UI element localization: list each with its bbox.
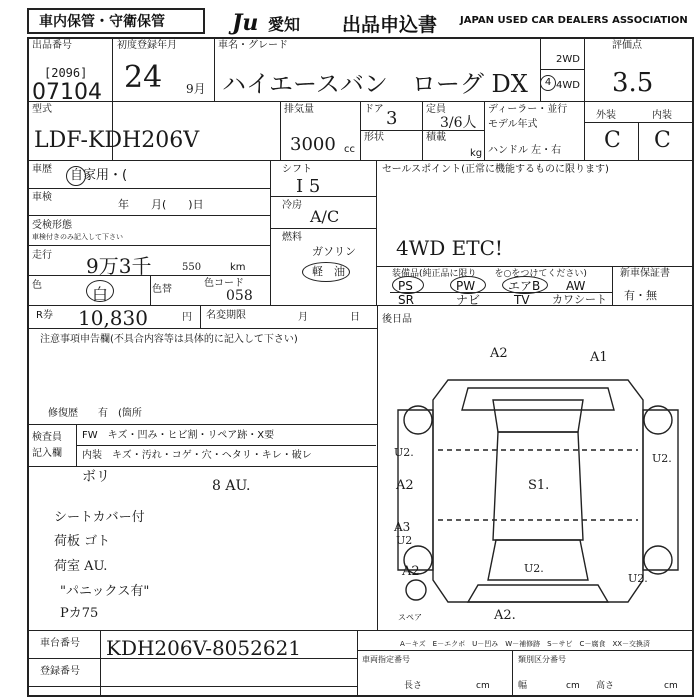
mileage-small-value: 550	[182, 262, 202, 273]
history-label: 車歴	[32, 164, 52, 175]
height-label: 高さ	[596, 681, 615, 691]
mark-a3: A3	[394, 520, 411, 534]
capacity-label: 定員	[426, 104, 446, 115]
damage-note-2: 8 AU.	[212, 478, 251, 494]
spare-label: スペア	[398, 613, 422, 622]
hand-note-5: Pカ75	[60, 606, 99, 621]
damage-legend: A－キズ E－エクボ U－凹み W－補修跡 S－サビ C－腐食 XX－交換済	[400, 640, 651, 648]
mark-u2-right: U2.	[652, 452, 672, 465]
mileage-value: 9万3千	[86, 254, 152, 278]
association-name: JAPAN USED CAR DEALERS ASSOCIATION	[460, 15, 688, 26]
vehicle-class-label: 車両指定番号	[362, 655, 410, 664]
ju-logo: Ju	[232, 10, 259, 36]
color-label: 色	[32, 280, 42, 291]
fuel-gas-label: ガソリン	[312, 245, 356, 258]
ac-value: A/C	[310, 207, 340, 226]
mileage-label: 走行	[32, 250, 52, 261]
recycle-label: R券	[36, 310, 53, 321]
interior-value: C	[654, 128, 671, 153]
eq-tv: TV	[514, 293, 530, 307]
width-unit: cm	[566, 681, 580, 691]
eq-airbag: エアB	[508, 279, 541, 293]
ac-label: 冷房	[282, 200, 302, 211]
exterior-label: 外装	[596, 110, 616, 121]
mark-u2-left: U2.	[394, 446, 414, 459]
interior-label: 内装	[652, 110, 672, 121]
inspection-row-exterior: FW キズ・凹み・ヒビ割・リペア跡・X要	[82, 430, 275, 441]
cc-unit: cc	[344, 144, 355, 155]
fuel-diesel-label: 軽 油	[312, 265, 345, 278]
repair-label: 修復歴 有 (箇所	[48, 408, 142, 419]
model-code-value: LDF-KDH206V	[34, 128, 200, 153]
kg-unit: kg	[470, 148, 483, 159]
hand-note-4: "パニックス有"	[60, 584, 150, 599]
mark-a2-bottom: A2.	[494, 608, 516, 623]
warranty-label: 新車保証書	[620, 268, 670, 279]
sales-point-value: 4WD ETC!	[396, 236, 503, 260]
accept-label: 受検形態	[32, 220, 72, 231]
first-reg-year: 24	[124, 60, 163, 95]
shift-value: I 5	[296, 176, 321, 197]
equipment-label: 装備品(純正品に限り を○をつけてください)	[392, 269, 587, 279]
rating-label: 評価点	[612, 40, 642, 51]
entry-label: 記入欄	[32, 448, 62, 459]
height-unit: cm	[664, 681, 678, 691]
history-options: 自家用・(	[70, 168, 128, 183]
eq-pw: PW	[456, 279, 476, 293]
lot-bracket: [2096]	[44, 66, 88, 80]
eq-navi: ナビ	[456, 293, 481, 307]
model-year-label: モデル年式	[488, 119, 538, 130]
lot-no-label: 出品番号	[32, 40, 72, 51]
inspection-row-interior: 内装 キズ・汚れ・コゲ・穴・ヘタリ・キレ・破レ	[82, 450, 312, 461]
chassis-label: 車台番号	[40, 638, 80, 649]
color-circle-mark	[86, 280, 114, 302]
color-code-value: 058	[226, 288, 253, 304]
drive-2wd-label: 2WD	[556, 54, 580, 65]
name-grade-label: 車名・グレード	[218, 40, 288, 51]
eq-ps: PS	[398, 279, 413, 293]
inspection-date: 年 月( )日	[118, 198, 204, 211]
width-label: 幅	[518, 681, 528, 691]
mark-u2-bottom-2: U2.	[628, 572, 648, 585]
shape-label: 形状	[364, 132, 384, 143]
eq-seat: カワシート	[552, 293, 607, 306]
shift-label: シフト	[282, 164, 312, 175]
displacement-label: 排気量	[284, 104, 314, 115]
displacement-value: 3000	[290, 134, 336, 155]
fuel-circle-mark	[302, 262, 350, 282]
first-reg-month: 9月	[186, 82, 206, 96]
fuel-label: 燃料	[282, 232, 302, 243]
inspector-label: 検査員	[32, 432, 62, 443]
mark-u2-bottom-1: U2.	[524, 562, 544, 575]
eq-aw: AW	[566, 279, 586, 293]
color-value: 白	[92, 285, 109, 304]
warranty-options: 有・無	[624, 289, 657, 302]
load-label: 積載	[426, 132, 446, 143]
length-label: 長さ	[404, 681, 423, 691]
model-label: 型式	[32, 104, 52, 115]
steering-label: ハンドル 左・右	[488, 145, 562, 156]
first-reg-label: 初度登録年月	[117, 40, 177, 51]
day-unit: 日	[350, 312, 360, 323]
mark-a2-bottom-left: A2	[402, 564, 420, 579]
reg-no-label: 登録番号	[40, 666, 80, 677]
category-class-label: 類別区分番号	[518, 655, 566, 664]
color-change-label: 色替	[152, 284, 172, 295]
mark-a2-left: A2	[396, 478, 414, 493]
hand-note-2: 荷板 ゴト	[54, 534, 111, 549]
dealer-label: ディーラー・並行	[488, 104, 568, 115]
mark-a2-top: A2	[490, 346, 508, 361]
notes-label: 注意事項申告欄(不具合内容等は具体的に記入して下さい)	[40, 334, 298, 345]
name-change-label: 名変期限	[206, 310, 246, 321]
car-name-value: ハイエースバン ローグ DX	[222, 70, 528, 98]
month-unit: 月	[298, 312, 308, 323]
brand-name: 愛知	[268, 15, 301, 34]
hand-note-1: シートカバー付	[54, 510, 145, 525]
chassis-value: KDH206V-8052621	[106, 636, 302, 660]
sales-point-label: セールスポイント(正常に機能するものに限ります)	[382, 164, 609, 175]
storage-box	[27, 8, 205, 34]
door-value: 3	[386, 108, 398, 129]
color-code-label: 色コード	[204, 278, 244, 289]
exterior-value: C	[604, 128, 621, 153]
mark-s1: S1.	[528, 478, 550, 493]
accept-note: 車検付きのみ記入して下さい	[32, 233, 123, 241]
rating-value: 3.5	[612, 68, 654, 98]
mark-a1-top: A1	[590, 350, 608, 365]
mark-u2-lower: U2	[396, 534, 413, 547]
km-unit: km	[230, 262, 246, 273]
storage-label: 車内保管・守衛保管	[39, 14, 165, 30]
door-label: ドア	[364, 104, 384, 115]
yen-unit: 円	[182, 312, 192, 323]
drive-circle-mark: 4	[540, 75, 556, 91]
capacity-value: 3/6人	[440, 115, 477, 131]
lot-no-value: 07104	[32, 80, 102, 105]
eq-sr: SR	[398, 293, 414, 307]
after-fit-label: 後日品	[382, 314, 412, 325]
damage-note-1: ボリ	[82, 469, 110, 485]
history-circle-mark	[66, 166, 86, 186]
drive-4wd-label: 4WD	[556, 80, 580, 91]
hand-note-3: 荷室 AU.	[54, 559, 108, 574]
form-title: 出品申込書	[342, 14, 438, 36]
length-unit: cm	[476, 681, 490, 691]
inspection-label: 車検	[32, 192, 52, 203]
recycle-value: 10,830	[78, 306, 148, 330]
